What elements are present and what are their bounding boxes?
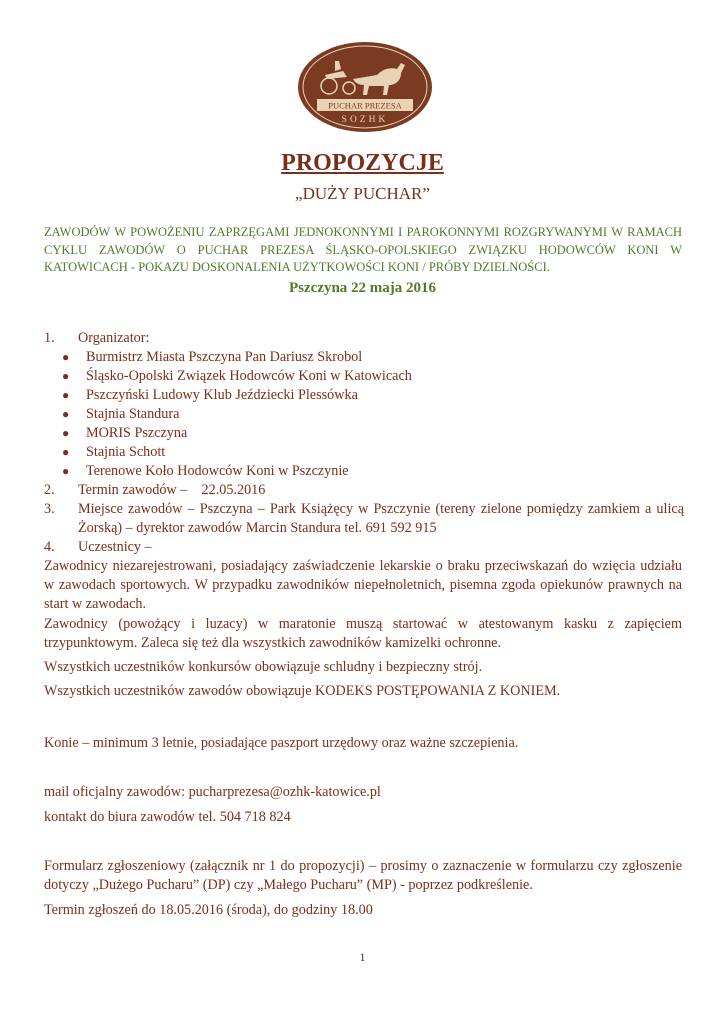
organizer-item: ● Stajnia Standura	[62, 406, 180, 422]
list-text: Uczestnicy –	[78, 539, 152, 555]
organizer-item: ● Terenowe Koło Hodowców Koni w Pszczynie	[62, 463, 349, 479]
bullet-icon: ●	[62, 388, 70, 402]
bullet-icon: ●	[62, 464, 70, 478]
numbered-list	[44, 329, 684, 557]
paragraph-eligibility: Zawodnicy niezarejestrowani, posiadający zaświadczenie lekarskie o braku przeciwskazań do wzięcia udziału w zawodach sportowych. W przypadku zawodników niepełnoletnich, pisemna zgoda opiekunów prawnych na start w zawodach.	[44, 558, 682, 612]
organizer-item: ● Burmistrz Miasta Pszczyna Pan Dariusz Skrobol	[62, 349, 363, 365]
organizer-item: ● Śląsko-Opolski Związek Hodowców Koni w Katowicach	[62, 368, 412, 384]
list-text: Miejsce zawodów – Pszczyna – Park Książęcy w Pszczynie (tereny zielone pomiędzy zamkiem a ulicą Żorską) – dyrektor zawodów Marcin Standura tel. 691 592 915	[78, 501, 684, 536]
page-number: 1	[359, 950, 366, 964]
list-item-organizer	[44, 329, 684, 348]
organizer-item: ● Pszczyński Ludowy Klub Jeździecki Plessówka	[62, 387, 358, 403]
list-label: Organizator:	[78, 330, 150, 346]
bullet-icon: ●	[62, 426, 70, 440]
event-date: Pszczyna 22 maja 2016	[288, 280, 437, 296]
list-number: 1.	[44, 330, 55, 346]
paragraph-phone: kontakt do biura zawodów tel. 504 718 824	[44, 809, 291, 825]
organizer-item: ● MORIS Pszczyna	[62, 425, 188, 441]
list-number: 3.	[44, 501, 55, 517]
list-number: 2.	[44, 482, 55, 498]
list-item-place	[44, 500, 684, 538]
logo-line2: SOZHK	[341, 115, 389, 125]
intro-text: ZAWODÓW W POWOŻENIU ZAPRZĘGAMI JEDNOKONNYMI I PAROKONNYMI ROZGRYWANYMI W RAMACH CYKLU ZAWODÓW O PUCHAR PREZESA ŚLĄSKO-OPOLSKIEGO ZWIĄZKU HODOWCÓW KONI W KATOWICACH - POKAZU DOSKONALENIA UŻYTKOWOŚCI KONI / PRÓBY DZIELNOŚCI.	[44, 225, 682, 274]
paragraph-horses: Konie – minimum 3 letnie, posiadające paszport urzędowy oraz ważne szczepienia.	[44, 735, 519, 751]
page-subtitle: „DUŻY PUCHAR”	[295, 184, 430, 203]
sozhk-logo	[297, 41, 433, 133]
list-item-participants	[44, 538, 684, 557]
list-text: Termin zawodów – 22.05.2016	[78, 482, 266, 498]
paragraph-email: mail oficjalny zawodów: pucharprezesa@ozhk-katowice.pl	[44, 784, 381, 800]
paragraph-code: Wszystkich uczestników zawodów obowiązuje KODEKS POSTĘPOWANIA Z KONIEM.	[44, 683, 561, 699]
paragraph-deadline: Termin zgłoszeń do 18.05.2016 (środa), do godziny 18.00	[44, 902, 373, 918]
paragraph-form: Formularz zgłoszeniowy (załącznik nr 1 do propozycji) – prosimy o zaznaczenie w formularzu czy zgłoszenie dotyczy „Dużego Pucharu” (DP) czy „Małego Pucharu” (MP) - poprzez podkreślenie.	[44, 858, 682, 893]
list-item-term	[44, 481, 684, 500]
paragraph-attire: Wszystkich uczestników konkursów obowiązuje schludny i bezpieczny strój.	[44, 659, 483, 675]
bullet-icon: ●	[62, 369, 70, 383]
list-number: 4.	[44, 539, 55, 555]
logo-line1: PUCHAR PREZESA	[328, 100, 402, 111]
paragraph-helmet: Zawodnicy (powożący i luzacy) w maratonie muszą startować w atestowanym kasku z zapięciem trzypunktowym. Zaleca się też dla wszystkich zawodników kamizelki ochronne.	[44, 616, 682, 651]
organizer-item: ● Stajnia Schott	[62, 444, 166, 460]
bullet-icon: ●	[62, 407, 70, 421]
bullet-icon: ●	[62, 445, 70, 459]
bullet-icon: ●	[62, 350, 70, 364]
page-title: PROPOZYCJE	[281, 150, 444, 176]
